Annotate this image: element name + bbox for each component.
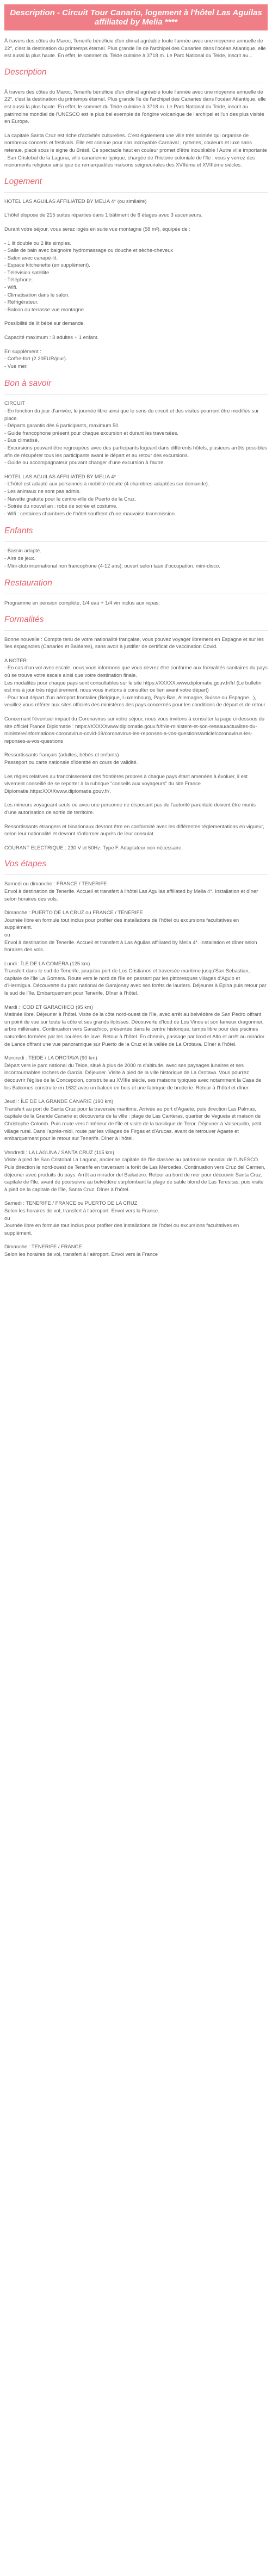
list-item: - Les animaux ne sont pas admis. (4, 488, 81, 494)
itinerary-day-text: Journée libre en formule tout inclus pour profiter des installations de l'hôtel ou excursions facultatives en supplément. (4, 916, 239, 930)
list-item: - Guide ou accompagnateur pouvant changer d'une excursion à l'autre. (4, 459, 165, 466)
equipment-list (4, 239, 268, 313)
itinerary-day (4, 1054, 268, 1091)
list-item: - Téléphone. (4, 276, 33, 283)
formalites-paragraph-6: Ressortissants français (adultes, bébés et enfants) : (4, 751, 122, 758)
formalites-paragraph-3: Les modalités pour chaque pays sont consultables sur le site https://XXXXX.www.diplomatie.gouv.fr/fr/ (Le bulletin est mis à jour très régulièrement, nous vous invitons à consulter ce lien avant votre départ) (4, 679, 262, 693)
itinerary-day-text: ou (4, 931, 10, 938)
itinerary-day (4, 1149, 268, 1193)
itinerary-day-title: Jeudi : ÎLE DE LA GRANDE CANARIE (190 km) (4, 1098, 114, 1105)
section-title-logement: Logement (4, 176, 42, 186)
list-item: - En fonction du jour d'arrivée, le journée libre ainsi que le sens du circuit et des visites pourront être modifiés sur place. (4, 408, 259, 421)
itinerary-day (4, 1199, 268, 1236)
list-item: - Vue mer. (4, 362, 28, 369)
list-item: - Télévision satellite. (4, 269, 51, 275)
list-item: - Mini-club international non francophone (4-12 ans), ouvert selon taux d'occupation, mini-disco. (4, 562, 220, 569)
itinerary-day (4, 1243, 268, 1258)
hotel-description: L'hôtel dispose de 215 suites réparties dans 1 bâtiment de 6 étages avec 3 ascenseurs. (4, 212, 202, 218)
list-item: - Wifi : certaines chambres de l'hôtel souffrent d'une mauvaise transmission. (4, 510, 176, 516)
itinerary-day-title: Vendredi : LA LAGUNA / SANTA CRUZ (115 km) (4, 1149, 114, 1155)
list-item: - Balcon ou terrasse vue montagne. (4, 306, 85, 312)
itinerary-day-text: Selon les horaires de vol, transfert à l'aéroport. Envol vers la France (4, 1250, 158, 1257)
itinerary-day-text: Départ vers le parc national du Teide, situé à plus de 2000 m d'altitude, avec ses paysages lunaires et ses incontournables rochers de Garcia. Déjeuner. Visite à pied de la ville historique de La Orotava. Vous pourrez découvrir l'église de la Concepcion, construite au XVIIIe siècle, ses maisons typiques avec notamment la Casa de los Balcones construite en 1632 avec un balcon en bois et une fabrique de broderie. Retour à l'hôtel et dîner. (4, 1062, 262, 1090)
list-item: - Bus climatisé. (4, 437, 39, 443)
list-item: - Salle de bain avec baignoire hydromassage ou douche et sèche-cheveux (4, 247, 174, 254)
description-paragraph-1: À travers des côtes du Maroc, Tenerife bénéficie d'un climat agréable toute l'année avec une moyenne annuelle de 22°, c'est la destination du printemps éternel. Plus grande île de l'archipel des Canaries dans l'océan Atlantique, elle est aussi la plus haute. En effet, le sommet du Teide culmine à 3718 m. Le Parc National du Teide, inscrit au patrimoine mondial de l'UNESCO est le plus bel exemple de l'origine volcanique de l'archipel et l'un des plus visités en Europe. (4, 88, 266, 125)
itinerary-day-title: Lundi : ÎLE DE LA GOMERA (125 km) (4, 960, 90, 966)
itinerary-day (4, 1098, 268, 1142)
list-item: - Climatisation dans le salon. (4, 291, 70, 298)
supplement-title: En supplément : (4, 348, 41, 354)
supplement-list (4, 348, 268, 370)
itinerary-day-text: Journée libre en formule tout inclus pour profiter des installations de l'hôtel ou excursions facultatives en supplément. (4, 1222, 239, 1236)
list-item: - Guide francophone présent pour chaque excursion et durant les traversées. (4, 429, 178, 436)
formalites-paragraph-2: - En cas d'un vol avec escale, nous vous informons que vous devrez être conforme aux formalités sanitaires du pays où se trouve votre escale ainsi que votre destination finale. (4, 664, 268, 679)
circuit-title: CIRCUIT (4, 400, 26, 406)
page (0, 0, 272, 1258)
itinerary-day-text: Transfert dans le sud de Tenerife, jusqu'au port de Los Cristianos et traversée maritime jusqu'San Sebastian, capitale de l'île La Gomera. Route vers le nord de l'île en passant par les pittoresques villages d'Agulo et d'Hermigua. Découverte du parc national de Garajonay avec ses forêts de lauriers. Déjeuner à Epina puis retour par le sud de l'île. Embarquement pour Tenerife. Dîner à l'hôtel. (4, 967, 267, 996)
hotel-notes (4, 473, 268, 517)
section-title-restauration: Restauration (4, 578, 52, 588)
restauration-paragraph: Programme en pension complète, 1/4 eau + 1/4 vin inclus aux repas. (4, 600, 160, 606)
children-list (4, 547, 268, 569)
itinerary-day-title: Samedi ou dimanche : FRANCE / TENERIFE (4, 880, 107, 887)
itinerary-day (4, 960, 268, 997)
section-title-etapes: Vos étapes (4, 859, 46, 869)
capacity-note: Capacité maximum : 3 adultes + 1 enfant. (4, 334, 99, 341)
list-item: - Soirée du nouvel an : robe de soirée et costume. (4, 503, 118, 509)
itinerary-day-text: Matinée libre. Déjeuner à l'hôtel. Visite de la côte nord-ouest de l'île, avec arrêt au belvédère de San Pedro offrant un point de vue sur toute la côte et ses grands ilotisses. Découverte d'Icod de Los Vinos et son fameux dragonnier, arbre millénaire. Continuation vers Garachico, présentée dans le centre historique, temps libre pour des piscines naturelles formées par les coulées de lave. Retour à l'hôtel. En chemin, passage par Icod el Alto et arrêt au mirador de Lance offrant une vue panoramique sur Puerto de la Cruz et la vallée de La Orotava. Dîner à l'hôtel. (4, 1011, 265, 1047)
itinerary-day-title: Dimanche : TENERIFE / FRANCE (4, 1243, 82, 1250)
itinerary-day (4, 1003, 268, 1048)
divider (4, 630, 268, 631)
itinerary-day-title: Dimanche : PUERTO DE LA CRUZ ou FRANCE / TENERIFE (4, 909, 143, 916)
identity-requirements (4, 751, 268, 766)
suite-description: Durant votre séjour, vous serez logés en suite vue montagne (58 m²), équipée de : (4, 225, 190, 232)
circuit-notes (4, 399, 268, 466)
itinerary-list (4, 880, 268, 1258)
formalites-paragraph-1: Bonne nouvelle : Compte tenu de votre nationalité française, vous pouvez voyager librement en Espagne et sur les îles espagnoles (Canaries et Baléares), sans avoir à justifier de certificat de vaccination Covid. (4, 636, 264, 650)
description-paragraph-2: La capitale Santa Cruz est riche d'activités culturelles. C'est également une ville très animée qui organise de nombreux concerts et festivals. Elle est connue pour son incroyable Carnaval ; rythmes, couleurs et luxe sans retenue, placé sous le signe du Brésil. Ce spectacle haut en couleur promet d'être inoubliable ! Autre ville importante : San Cristobal de la Laguna, ville canarienne typique, chargée de l'histoire coloniale de l'île ; vous y verrez des monuments religieux ainsi que de remarquables maisons seigneuriales des XVIIème et XVIIIème siècles. (4, 132, 267, 168)
section-title-formalites: Formalités (4, 614, 44, 624)
list-item: - Salon avec canapé-lit. (4, 254, 58, 261)
hotel-name: HOTEL LAS AGUILAS AFFILIATED BY MELIA 4* (ou similaire) (4, 198, 147, 204)
itinerary-day-title: Mercredi : TEIDE / LA OROTAVA (90 km) (4, 1055, 97, 1061)
formalites-paragraph-9: Les mineurs voyageant seuls ou avec une personne ne disposant pas de l'autorité parentale doivent être munis d'une autorisation de sortie de territoire. (4, 802, 256, 815)
divider (4, 874, 268, 875)
itinerary-day-text: Envol à destination de Tenerife. Accueil et transfert à l'hôtel Las Aguilas affiliated by Melia 4*. Installation et dîner selon horaires des vols. (4, 888, 258, 902)
list-item: - L'hôtel est adapté aux personnes à mobilité réduite (4 chambres adaptées sur demande). (4, 480, 209, 487)
list-item: - Navette gratuite pour le centre-ville de Puerto de la Cruz. (4, 495, 137, 502)
itinerary-day-text: Visite à pied de San Cristobal La Laguna, ancienne capitale de l'île classée au patrimoine mondial de l'UNESCO. Puis direction le nord-ouest de Tenerife en traversant la forêt de Las Mercedes. Continuation vers Cruz del Carmen, déjeuner avec produits du pays. Arrêt au mirador del Bailadero. Retour au bord de mer pour découvrir Santa Cruz, capitale de l'île, avant de poursuivre au belvédère surplombant la plage de sable blond de Las Teresitas, puis visite à pied de la capitale de l'île, Santa Cruz. Dîner à l'hôtel. (4, 1156, 265, 1192)
list-item: - Bassin adapté. (4, 547, 41, 554)
list-item: - Coffre-fort (2.20EUR/jour). (4, 355, 67, 362)
formalites-paragraph-5: Concernant l'éventuel impact du Coronavirus sur votre séjour, nous vous invitons à consulter la page ci-dessous du site officiel France Diplomatie : https://XXXXXwww.diplomatie.gouv.fr/fr/le-ministere-et-son-reseau/actualites-du-ministere/informations-coronavirus-covid-19/coronavirus-les-reponses-a-vos-questions/article/coronavirus-les-reponses-a-vos-questions (4, 716, 265, 744)
divider (4, 394, 268, 395)
itinerary-day-text: ou (4, 1215, 10, 1221)
electric-current-note: COURANT ELECTRIQUE : 230 V et 50Hz. Type F. Adaptateur non nécessaire. (4, 844, 183, 851)
baby-bed-note: Possibilité de lit bébé sur demande. (4, 320, 85, 326)
list-item: - Aire de jeux. (4, 554, 36, 561)
divider (4, 192, 268, 193)
formalites-paragraph-10: Ressortissants étrangers et binationaux devront être en conformité avec les différentes réglementations en vigueur, selon leur nationalité et devront s'informer auprès de leur consulat. (4, 823, 264, 837)
intro-paragraph: À travers des côtes du Maroc, Tenerife bénéficie d'un climat agréable toute l'année avec une moyenne annuelle de 22°, c'est la destination du printemps éternel. Plus grande île de l'archipel des Canaries dans l'océan Atlantique, elle est aussi la plus haute. En effet, le sommet du Teide culmine à 3718 m. Le Parc National du Teide, inscrit au... (4, 38, 266, 59)
section-title-enfants: Enfants (4, 526, 33, 536)
list-item: - Excursions pouvant être regroupées avec des participants logeant dans différents hôtels, plusieurs arrêts possibles afin de récupérer tous les participants avant le départ et au retour des excursions. (4, 444, 267, 458)
hotel-notes-title: HOTEL LAS AGUILAS AFFILIATED BY MELIA 4* (4, 473, 116, 479)
formalites-paragraph-7: Passeport ou carte nationale d'identité en cours de validité. (4, 759, 138, 765)
section-title-bon-a-savoir: Bon à savoir (4, 379, 52, 389)
formalites-paragraph-8: Les règles relatives au franchissement des frontières propres à chaque pays étant amenées à évoluer, il est vivement conseillé de se reporter à la rubrique "conseils aux voyageurs" du site France Diplomatie,https:XXXXwww.diplomatie.gouv.fr/. (4, 773, 248, 794)
list-item: - 1 lit double ou 2 lits simples. (4, 239, 71, 246)
note-title: A NOTER (4, 657, 27, 663)
itinerary-day-title: Samedi : TENERIFE / FRANCE ou PUERTO DE LA CRUZ (4, 1200, 138, 1206)
section-title-description: Description (4, 67, 47, 77)
list-item: - Départs garantis dès 6 participants, maximum 50. (4, 422, 120, 429)
formalites-paragraph-4: - Pour tout départ d'un aéroport frontalier (Belgique, Luxembourg, Pays-Bas, Allemagne, Suisse ou Espagne...), veuillez vous référer aux sites officiels des ministères des pays concernés pour les conditions de départ et de retour. (4, 694, 267, 708)
note-block (4, 657, 268, 708)
list-item: - Réfrigérateur. (4, 299, 39, 305)
itinerary-day-text: Envol à destination de Tenerife. Accueil et transfert à Las Aguilas affiliated by Melia 4*. Installation et dîner selon horaires des vols. (4, 939, 257, 953)
divider (4, 541, 268, 542)
page-title-banner: Description - Circuit Tour Canario, logement à l'hôtel Las Aguilas affiliated by Melia **** (4, 4, 268, 30)
itinerary-day-title: Mardi : ICOD ET GARACHICO (95 km) (4, 1003, 93, 1010)
itinerary-day-text: Transfert au port de Santa Cruz pour la traversée maritime. Arrivée au port d'Agaete, puis direction Las Palmas, capitale de la Grande Canarie et découverte de la ville : plage de Las Canteras, quartier de Vegueta et maison de Christophe Colomb. Puis route vers l'intérieur de l'île et visite de la basilique de Teror. Déjeuner à Valsequillo, petit village rural. Dans l'après-midi, route par les villages de Firgas et d'Arucas, avant de retrouver Agaete et embarquement pour le retour sur Tenerife. Dîner à l'hôtel. (4, 1105, 262, 1142)
itinerary-day-text: Selon les horaires de vol, transfert à l'aéroport. Envol vers la France. (4, 1207, 159, 1213)
list-item: - Wifi. (4, 284, 17, 291)
itinerary-day (4, 909, 268, 953)
itinerary-day (4, 880, 268, 902)
list-item: - Espace kitchenette (en supplément). (4, 262, 90, 268)
